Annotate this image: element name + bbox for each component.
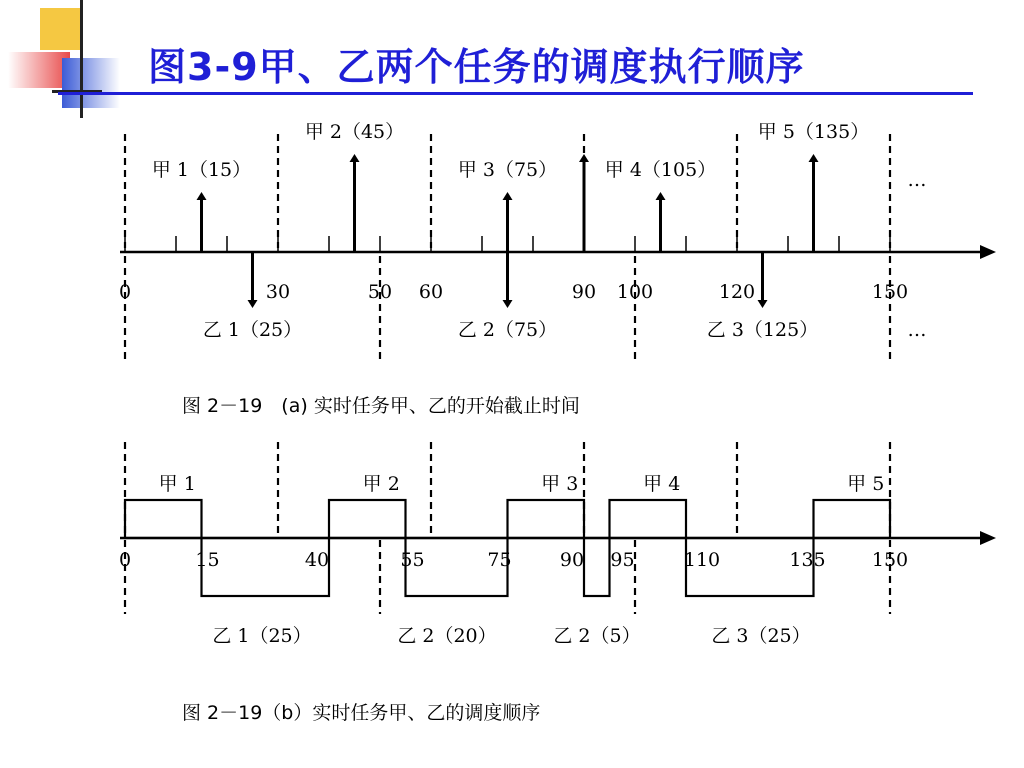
task-a-run-block xyxy=(814,500,891,538)
tick-label-a: 90 xyxy=(571,281,597,303)
page-title: 图3-9甲、乙两个任务的调度执行顺序 xyxy=(148,45,805,89)
task-a-label: 甲 5（135） xyxy=(757,121,870,143)
tick-label-b: 75 xyxy=(487,549,512,571)
tick-label-b: 90 xyxy=(559,549,585,571)
task-b-run-block xyxy=(584,538,610,596)
tick-label-b: 110 xyxy=(683,549,721,571)
task-b-label: 乙 1（25） xyxy=(202,319,303,341)
deadline-diagram xyxy=(119,121,982,362)
task-a-run-label: 甲 2 xyxy=(362,473,400,495)
task-a-run-block xyxy=(508,500,585,538)
ellipsis-top: … xyxy=(907,169,927,191)
task-a-run-block xyxy=(125,500,202,538)
ellipsis-bottom: … xyxy=(907,319,927,341)
task-a-run-label: 甲 4 xyxy=(643,473,681,495)
tick-label-a: 30 xyxy=(265,281,291,303)
tick-label-a: 150 xyxy=(871,281,909,303)
tick-label-a: 0 xyxy=(118,281,132,303)
caption-b: 图 2－19（b）实时任务甲、乙的调度顺序 xyxy=(182,702,541,724)
tick-label-a: 100 xyxy=(616,281,654,303)
caption-a: 图 2－19 (a) 实时任务甲、乙的开始截止时间 xyxy=(182,395,580,417)
task-a-label: 甲 1（15） xyxy=(151,159,252,181)
task-a-run-label: 甲 1 xyxy=(158,473,196,495)
tick-label-b: 0 xyxy=(118,549,132,571)
task-a-label: 甲 2（45） xyxy=(304,121,405,143)
task-a-run-block xyxy=(610,500,687,538)
tick-label-b: 55 xyxy=(400,549,425,571)
tick-label-a: 60 xyxy=(418,281,444,303)
task-b-label: 乙 3（125） xyxy=(706,319,819,341)
tick-label-b: 15 xyxy=(195,549,220,571)
tick-label-a: 120 xyxy=(718,281,756,303)
task-b-run-label: 乙 2（20） xyxy=(397,625,497,647)
task-a-run-label: 甲 3 xyxy=(541,473,579,495)
tick-label-b: 40 xyxy=(304,549,330,571)
task-a-run-block xyxy=(329,500,406,538)
tick-label-b: 95 xyxy=(610,549,635,571)
tick-label-b: 135 xyxy=(789,549,826,571)
task-a-run-label: 甲 5 xyxy=(847,473,885,495)
task-a-label: 甲 4（105） xyxy=(604,159,717,181)
task-b-run-label: 乙 2（5） xyxy=(553,625,641,647)
tick-label-a: 50 xyxy=(367,281,393,303)
schedule-diagram xyxy=(119,442,982,647)
task-b-run-label: 乙 1（25） xyxy=(212,625,312,647)
tick-label-b: 150 xyxy=(871,549,909,571)
task-a-label: 甲 3（75） xyxy=(457,159,558,181)
task-b-run-label: 乙 3（25） xyxy=(711,625,811,647)
task-b-label: 乙 2（75） xyxy=(457,319,558,341)
